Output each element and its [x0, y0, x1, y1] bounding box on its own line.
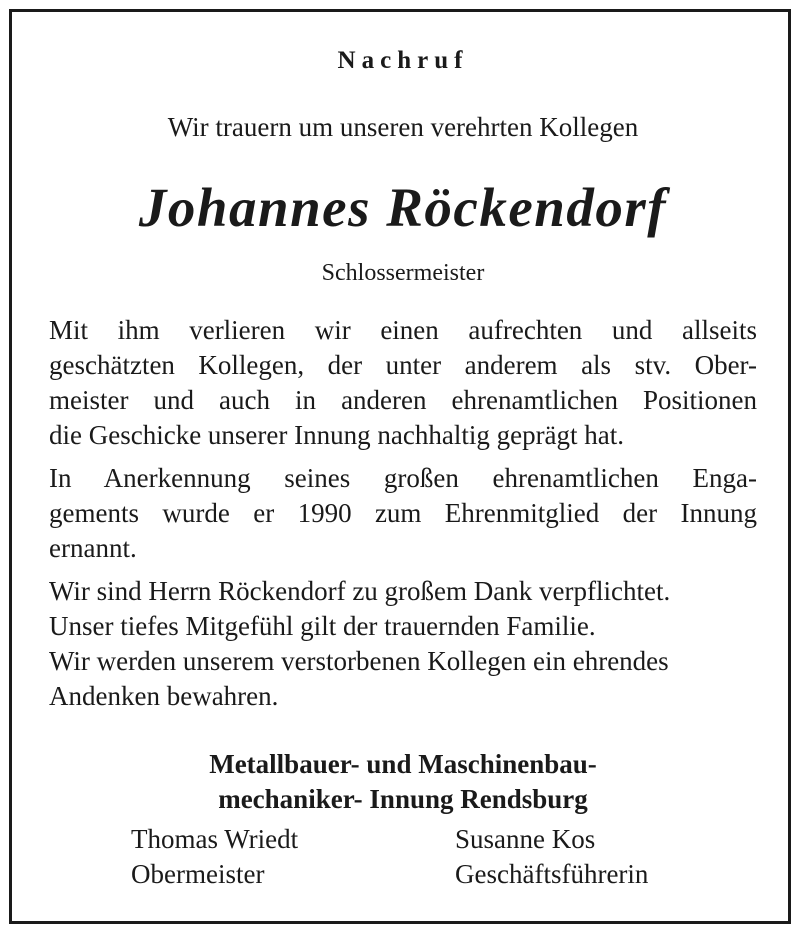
signer-obermeister — [131, 822, 298, 892]
paragraph-line: Wir sind Herrn Röckendorf zu großem Dank verpflichtet. — [49, 576, 671, 606]
paragraph-line: meister und auch in anderen ehrenamtlichen Positionen — [49, 385, 757, 415]
paragraph-1 — [49, 313, 757, 453]
signer-role: Geschäftsführerin — [455, 859, 649, 889]
signer-role: Obermeister — [131, 859, 265, 889]
paragraph-line: ernannt. — [49, 533, 137, 563]
notice-heading: Nachruf — [337, 47, 469, 74]
paragraph-line: In Anerkennung seines großen ehrenamtlichen Enga- — [49, 463, 757, 493]
paragraph-line: die Geschicke unserer Innung nachhaltig geprägt hat. — [49, 420, 625, 450]
paragraph-line: Andenken bewahren. — [49, 681, 279, 711]
paragraph-line: Mit ihm verlieren wir einen aufrechten und allseits — [49, 315, 757, 345]
deceased-name: Johannes Röckendorf — [138, 177, 668, 238]
paragraph-line: Wir werden unserem verstorbenen Kollegen ein ehrendes — [49, 646, 669, 676]
deceased-profession: Schlossermeister — [321, 260, 485, 286]
obituary-body — [49, 313, 757, 722]
paragraph-3 — [49, 574, 757, 714]
organization-line-1: Metallbauer- und Maschinenbau- — [209, 749, 597, 779]
signer-name: Thomas Wriedt — [131, 824, 299, 854]
paragraph-line: gements wurde er 1990 zum Ehrenmitglied der Innung — [49, 498, 757, 528]
intro-line: Wir trauern um unseren verehrten Kollegen — [167, 112, 639, 142]
organization-name — [49, 747, 757, 817]
organization-line-2: mechaniker- Innung Rendsburg — [218, 784, 588, 814]
signer-name: Susanne Kos — [455, 824, 596, 854]
paragraph-line: geschätzten Kollegen, der unter anderem als stv. Ober- — [49, 350, 757, 380]
signer-geschaeftsfuehrerin — [455, 822, 648, 892]
obituary-notice — [9, 9, 791, 924]
paragraph-line: Unser tiefes Mitgefühl gilt der trauernden Familie. — [49, 611, 596, 641]
paragraph-2 — [49, 461, 757, 566]
